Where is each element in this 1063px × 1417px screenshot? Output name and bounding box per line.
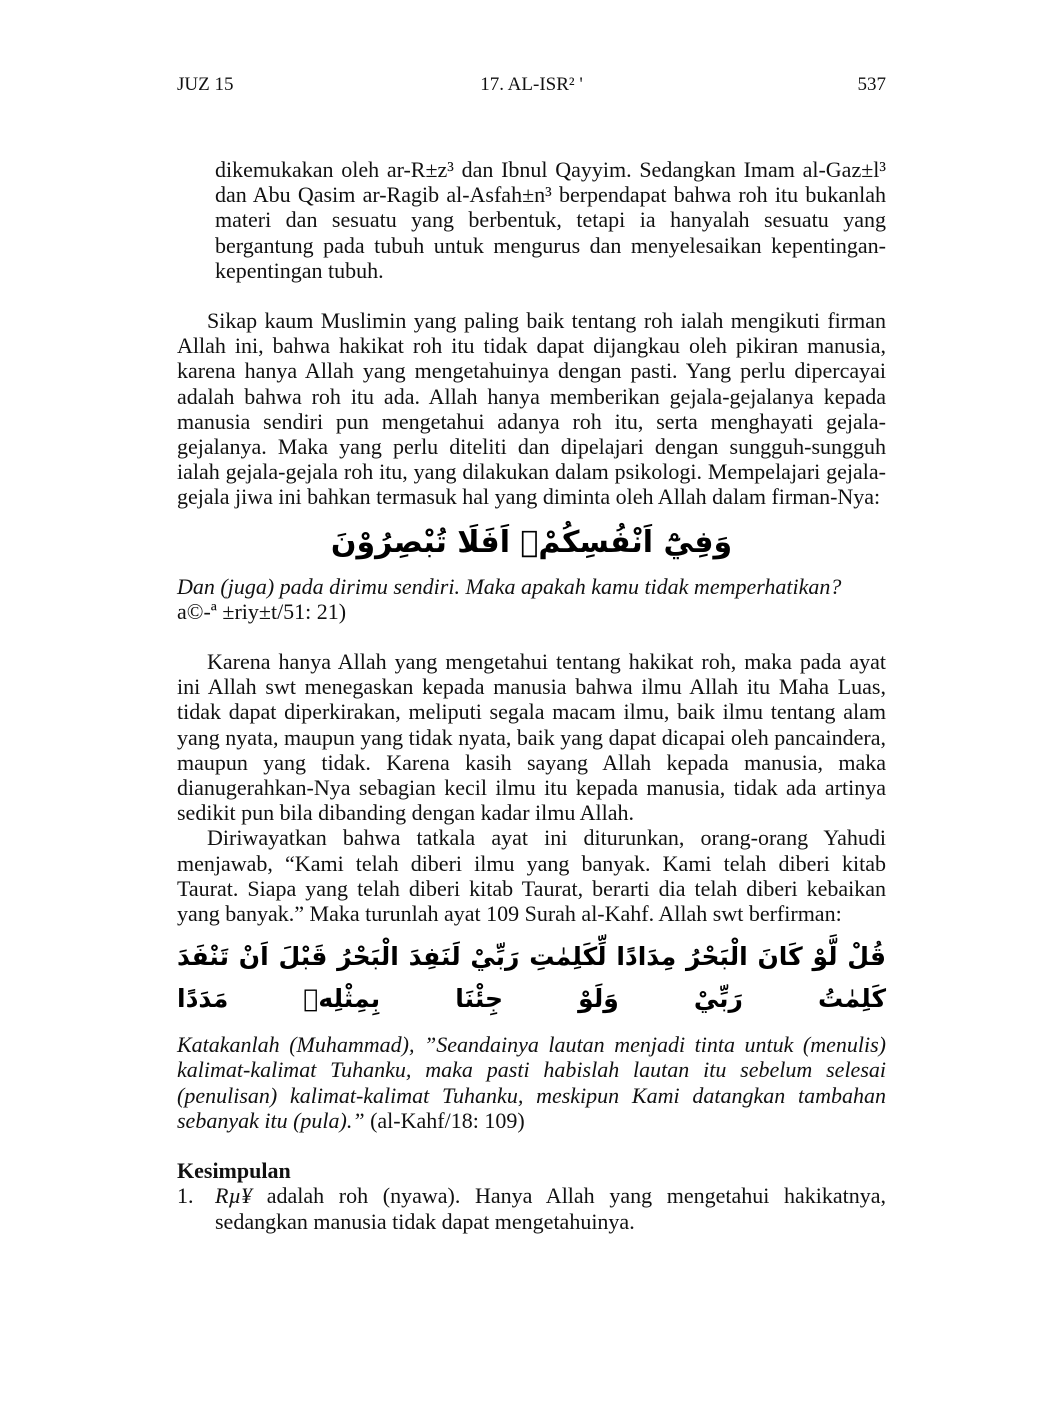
paragraph-karena: Karena hanya Allah yang mengetahui tentang hakikat roh, maka pada ayat ini Allah swt menegaskan kepada manusia bahwa ilmu Allah itu Maha Luas, tidak dapat diperkirakan, meliputi segala macam ilmu, baik ilmu tentang alam yang nyata, maupun yang tidak nyata, baik yang dapat dicapai oleh pancaindera, maupun yang tidak. Karena kasih sayang Allah kepada manusia, maka dianugerahkan-Nya sebagian kecil ilmu itu kepada manusia, tidak ada artinya sedikit pun bila dibanding dengan kadar ilmu Allah. [177, 649, 886, 826]
translation-1-text: Dan (juga) pada dirimu sendiri. Maka apakah kamu tidak memperhatikan? [177, 573, 842, 599]
paragraph-sikap: Sikap kaum Muslimin yang paling baik tentang roh ialah mengikuti firman Allah ini, bahwa hakikat roh itu tidak dapat dijangkau oleh pikiran manusia, karena hanya Allah yang mengetahuinya dengan pasti. Yang perlu dipercayai adalah bahwa roh itu ada. Allah hanya memberikan gejala-gejalanya kepada manusia sendiri pun mengetahui adanya roh itu, serta menghayati gejala-gejalanya. Maka yang perlu diteliti dan dipelajari dengan sungguh-sungguh ialah gejala-gejala roh itu, yang dilakukan dalam psikologi. Mempelajari gejala-gejala jiwa ini bahkan termasuk hal yang diminta oleh Allah dalam firman-Nya: [177, 308, 886, 510]
spacer [177, 283, 886, 308]
translation-2-text: Katakanlah (Muhammad), ”Seandainya lautan menjadi tinta untuk (menulis) kalimat-kalimat Tuhanku, maka pasti habislah lautan itu sebelum selesai (penulisan) kalimat-kalimat Tuhanku, meskipun Kami datangkan tambahan sebanyak itu (pula).” [177, 1032, 886, 1133]
list-term: Rµ¥ [215, 1183, 253, 1209]
paragraph-continued: dikemukakan oleh ar-R±z³ dan Ibnul Qayyim. Sedangkan Imam al-Gaz±l³ dan Abu Qasim ar-Ragib al-Asfah±n³ berpendapat bahwa roh itu bukanlah materi dan sesuatu yang berbentuk, tetapi ia hanyalah sesuatu yang bergantung pada tubuh untuk mengurus dan menyelesaikan kepentingan-kepentingan tubuh. [215, 157, 886, 283]
spacer [177, 1133, 886, 1158]
arabic-verse-al-kahf: قُلْ لَّوْ كَانَ الْبَحْرُ مِدَادًا لِّكَلِمٰتِ رَبِّيْ لَنَفِدَ الْبَحْرُ قَبْلَ اَنْ تَنْفَدَ كَلِمٰتُ رَبِّيْ وَلَوْ جِئْنَا بِمِثْلِهٖ مَدَدًا [177, 942, 886, 1014]
translation-2-reference: (al-Kahf/18: 109) [364, 1107, 525, 1133]
juz-label: JUZ 15 [177, 74, 234, 95]
list-text [215, 1183, 886, 1233]
page-header [177, 74, 886, 102]
page-body [177, 157, 886, 1234]
list-number: 1. [177, 1183, 194, 1209]
spacer [177, 624, 886, 649]
page-number: 537 [857, 74, 886, 95]
translation-1 [177, 574, 886, 624]
list-item [177, 1183, 886, 1233]
translation-1-reference: a©-ª ±riy±t/51: 21) [177, 598, 347, 624]
surah-title: 17. AL-ISR² ' [480, 74, 583, 95]
arabic-verse-adh-dhariyat: وَفِيْٓ اَنْفُسِكُمْۗ اَفَلَا تُبْصِرُوْنَ [330, 524, 733, 560]
translation-2 [177, 1032, 886, 1133]
list-description: adalah roh (nyawa). Hanya Allah yang mengetahui hakikatnya, sedangkan manusia tidak dapat mengetahuinya. [215, 1183, 886, 1234]
paragraph-diriwayatkan: Diriwayatkan bahwa tatkala ayat ini diturunkan, orang-orang Yahudi menjawab, “Kami telah diberi ilmu yang banyak. Kami telah diberi kitab Taurat. Siapa yang telah diberi kitab Taurat, berarti dia telah diberi kebaikan yang banyak.” Maka turunlah ayat 109 Surah al-Kahf. Allah swt berfirman: [177, 825, 886, 927]
conclusion-heading: Kesimpulan [177, 1158, 291, 1184]
